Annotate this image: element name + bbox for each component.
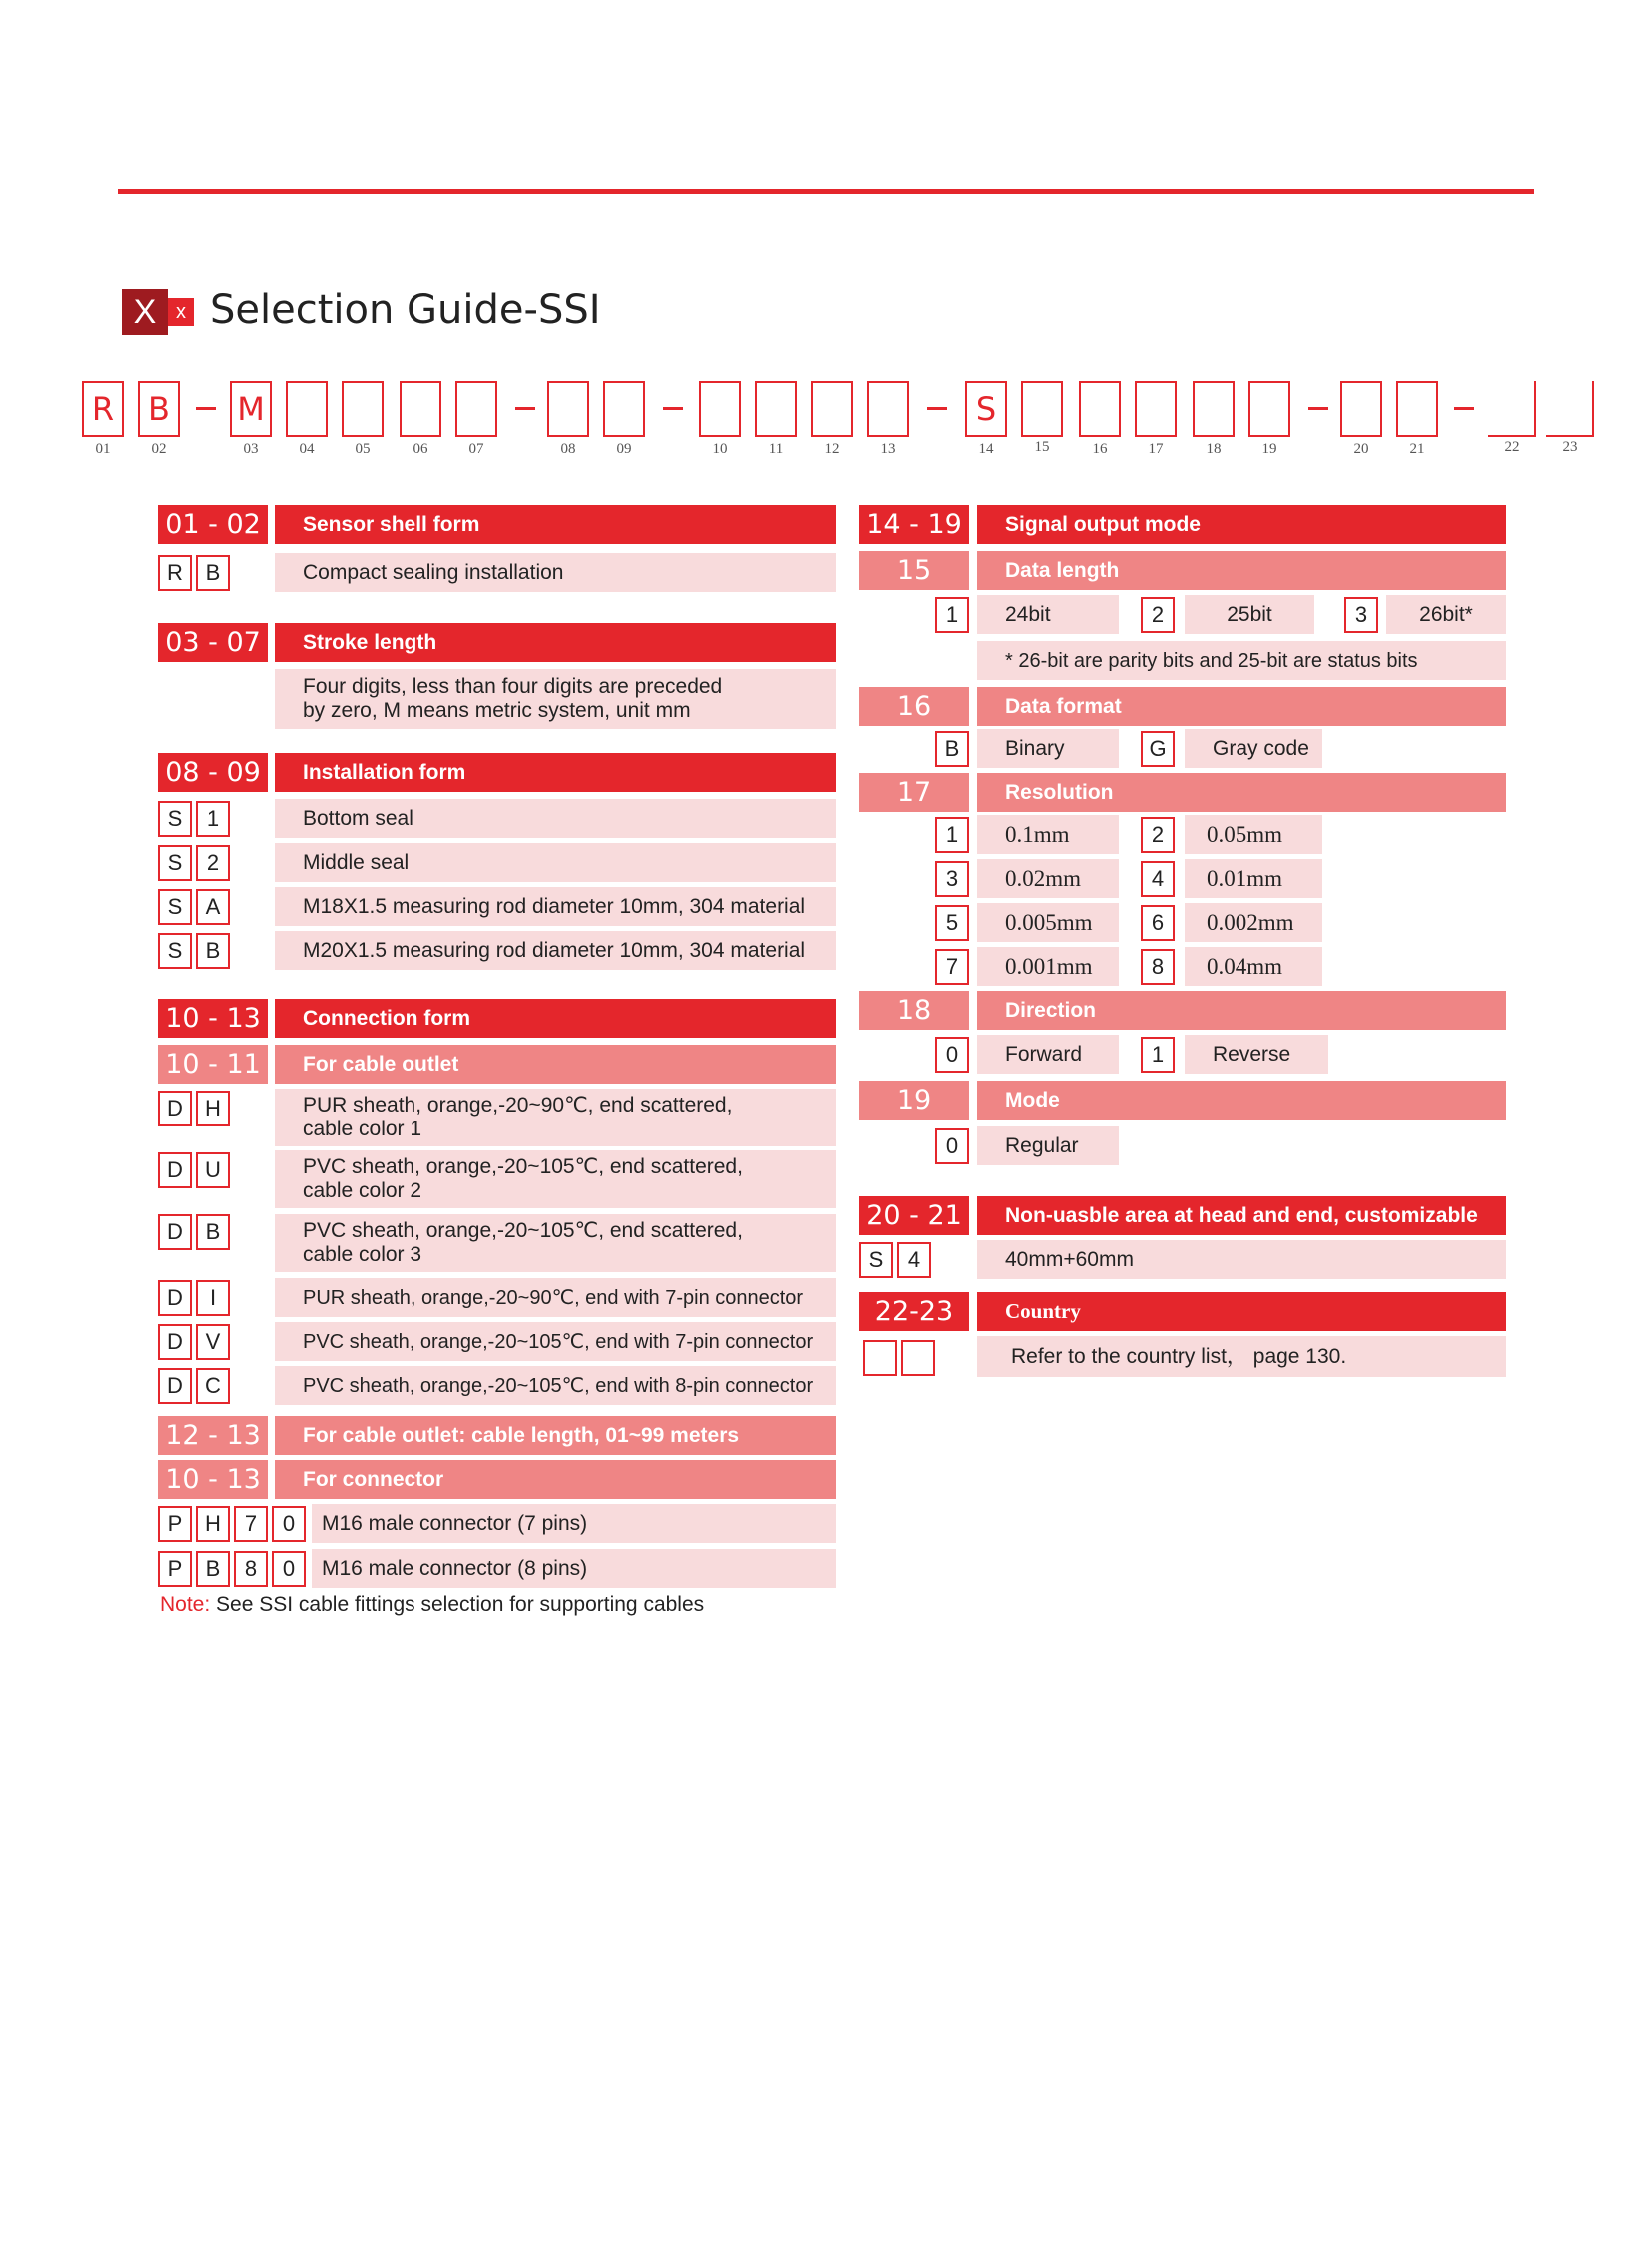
code-cell: 8 (234, 1551, 268, 1587)
code-box (1546, 381, 1594, 437)
code-dash (663, 407, 683, 410)
code-number: 09 (616, 441, 632, 457)
section-number: 20 - 21 (859, 1196, 969, 1235)
code-number: 18 (1206, 441, 1222, 457)
code-box: M (230, 381, 272, 437)
code-cell: H (196, 1091, 230, 1126)
option-desc (275, 1150, 836, 1208)
code-cell: 1 (935, 597, 969, 633)
section-number: 08 - 09 (158, 753, 268, 792)
footnote (160, 1593, 704, 1617)
code-box (1396, 381, 1438, 437)
code-cell: A (196, 889, 230, 925)
code-cell: D (158, 1091, 192, 1126)
option-desc: 0.005mm (977, 903, 1119, 942)
code-number: 01 (95, 441, 111, 457)
code-cell: S (158, 845, 192, 881)
code-cell: B (196, 1551, 230, 1587)
code-cell: 0 (272, 1551, 306, 1587)
section-number: 18 (859, 991, 969, 1030)
code-number: 14 (978, 441, 994, 457)
subsection-title-connector: For connector (275, 1460, 836, 1499)
code-number: 22 (1504, 439, 1520, 455)
code-cell: I (196, 1280, 230, 1316)
code-cell-empty (863, 1340, 897, 1376)
code-number: 06 (413, 441, 428, 457)
section-title-non-usable-area: Non-uasble area at head and end, customizable (977, 1196, 1506, 1235)
code-cell: 3 (1344, 597, 1378, 633)
code-box: S (965, 381, 1007, 437)
code-box (286, 381, 328, 437)
section-title-data-format: Data format (977, 687, 1506, 726)
code-number: 08 (560, 441, 576, 457)
code-cell: D (158, 1324, 192, 1360)
code-cell: P (158, 1506, 192, 1542)
code-box (1340, 381, 1382, 437)
section-number: 19 (859, 1081, 969, 1120)
code-box (342, 381, 384, 437)
note-text: See SSI cable fittings selection for supporting cables (210, 1593, 705, 1616)
section-number: 17 (859, 773, 969, 812)
option-desc: 25bit (1185, 595, 1314, 634)
option-desc: 40mm+60mm (977, 1240, 1506, 1279)
code-box: B (138, 381, 180, 437)
subsection-title-cable-length: For cable outlet: cable length, 01~99 meters (275, 1416, 836, 1455)
code-cell: S (859, 1242, 893, 1278)
top-divider (118, 189, 1534, 194)
code-cell: 1 (1141, 1037, 1175, 1073)
code-cell: 3 (935, 861, 969, 897)
code-box (1079, 381, 1121, 437)
code-cell: 8 (1141, 949, 1175, 985)
logo-mark-small: x (168, 298, 194, 326)
code-cell: H (196, 1506, 230, 1542)
code-cell: R (158, 555, 192, 591)
section-number: 01 - 02 (158, 505, 268, 544)
section-title-country: Country (977, 1292, 1506, 1331)
code-box (1488, 381, 1536, 437)
code-cell: B (196, 555, 230, 591)
code-box (811, 381, 853, 437)
option-desc: 0.002mm (1185, 903, 1322, 942)
subsection-number: 10 - 11 (158, 1045, 268, 1084)
code-cell: 4 (897, 1242, 931, 1278)
code-cell: 0 (935, 1128, 969, 1164)
option-desc: 0.04mm (1185, 947, 1322, 986)
code-number: 20 (1353, 441, 1369, 457)
code-cell: 2 (1141, 817, 1175, 853)
code-dash (927, 407, 947, 410)
option-desc: Regular (977, 1126, 1119, 1165)
code-number: 17 (1148, 441, 1164, 457)
option-desc: M16 male connector (8 pins) (312, 1549, 836, 1588)
section-title-resolution: Resolution (977, 773, 1506, 812)
code-cell: B (196, 1214, 230, 1250)
code-cell: 2 (196, 845, 230, 881)
option-desc: PVC sheath, orange,-20~105℃, end with 7-pin connector (275, 1322, 836, 1361)
code-box (867, 381, 909, 437)
code-box (1021, 381, 1063, 437)
code-cell: C (196, 1368, 230, 1404)
code-box (400, 381, 441, 437)
subsection-number: 10 - 13 (158, 1460, 268, 1499)
section-number: 14 - 19 (859, 505, 969, 544)
code-dash (515, 407, 535, 410)
option-desc: 0.001mm (977, 947, 1119, 986)
code-cell: 5 (935, 905, 969, 941)
code-cell: U (196, 1152, 230, 1188)
code-number: 23 (1562, 439, 1578, 455)
code-cell-empty (901, 1340, 935, 1376)
desc-line: PUR sheath, orange,-20~90℃, end scattered, (303, 1094, 733, 1117)
code-number: 11 (768, 441, 784, 457)
option-desc: Gray code (1185, 729, 1322, 768)
code-number: 16 (1092, 441, 1108, 457)
option-desc (275, 1214, 836, 1272)
option-desc (275, 1089, 836, 1146)
code-box (699, 381, 741, 437)
option-desc: M18X1.5 measuring rod diameter 10mm, 304 material (275, 887, 836, 926)
option-desc (275, 669, 836, 729)
code-cell: 4 (1141, 861, 1175, 897)
section-number: 22-23 (859, 1292, 969, 1331)
code-box (547, 381, 589, 437)
code-cell: D (158, 1280, 192, 1316)
code-cell: B (935, 731, 969, 767)
code-cell: D (158, 1368, 192, 1404)
code-dash (196, 407, 216, 410)
option-desc: Refer to the country list， page 130. (977, 1336, 1506, 1377)
code-cell: S (158, 933, 192, 969)
code-box (755, 381, 797, 437)
code-box (1135, 381, 1177, 437)
option-desc: Compact sealing installation (275, 553, 836, 592)
code-cell: D (158, 1214, 192, 1250)
code-number: 10 (712, 441, 728, 457)
code-box (455, 381, 497, 437)
option-desc: 0.05mm (1185, 815, 1322, 854)
code-cell: P (158, 1551, 192, 1587)
code-box (1193, 381, 1235, 437)
section-number: 16 (859, 687, 969, 726)
code-number: 02 (151, 441, 167, 457)
option-desc: PUR sheath, orange,-20~90℃, end with 7-pin connector (275, 1278, 836, 1317)
code-number: 05 (355, 441, 371, 457)
code-cell: 7 (234, 1506, 268, 1542)
code-cell: 7 (935, 949, 969, 985)
section-title-signal-output: Signal output mode (977, 505, 1506, 544)
section-title-shell-form: Sensor shell form (275, 505, 836, 544)
option-desc: Forward (977, 1035, 1119, 1074)
option-desc: 0.1mm (977, 815, 1119, 854)
option-desc: M16 male connector (7 pins) (312, 1504, 836, 1543)
option-desc: PVC sheath, orange,-20~105℃, end with 8-pin connector (275, 1366, 836, 1405)
section-title-installation-form: Installation form (275, 753, 836, 792)
section-title-mode: Mode (977, 1081, 1506, 1120)
code-cell: 1 (196, 801, 230, 837)
code-dash (1308, 407, 1328, 410)
code-number: 19 (1261, 441, 1277, 457)
option-desc: 0.02mm (977, 859, 1119, 898)
option-desc: Binary (977, 729, 1119, 768)
section-title-connection-form: Connection form (275, 999, 836, 1038)
option-desc: M20X1.5 measuring rod diameter 10mm, 304 material (275, 931, 836, 970)
option-desc: 26bit* (1386, 595, 1506, 634)
subsection-title-cable-outlet: For cable outlet (275, 1045, 836, 1084)
option-desc: 24bit (977, 595, 1119, 634)
desc-line: cable color 2 (303, 1179, 422, 1202)
code-cell: S (158, 801, 192, 837)
code-cell: 2 (1141, 597, 1175, 633)
option-desc: Reverse (1185, 1035, 1328, 1074)
desc-line: Four digits, less than four digits are preceded (303, 675, 723, 698)
code-cell: 0 (272, 1506, 306, 1542)
code-cell: D (158, 1152, 192, 1188)
code-dash (1454, 407, 1474, 410)
section-title-stroke-length: Stroke length (275, 623, 836, 662)
code-number: 04 (299, 441, 315, 457)
code-number: 12 (824, 441, 840, 457)
section-title-direction: Direction (977, 991, 1506, 1030)
code-box: R (82, 381, 124, 437)
section-title-data-length: Data length (977, 551, 1506, 590)
code-cell: 1 (935, 817, 969, 853)
page-title: Selection Guide-SSI (210, 287, 601, 333)
section-number: 15 (859, 551, 969, 590)
option-desc: 0.01mm (1185, 859, 1322, 898)
code-number: 21 (1409, 441, 1425, 457)
code-cell: S (158, 889, 192, 925)
desc-line: cable color 1 (303, 1118, 422, 1140)
code-cell: G (1141, 731, 1175, 767)
note-label: Note: (160, 1593, 211, 1616)
code-number: 03 (243, 441, 259, 457)
subsection-number: 12 - 13 (158, 1416, 268, 1455)
desc-line: PVC sheath, orange,-20~105℃, end scattered, (303, 1155, 743, 1178)
code-cell: V (196, 1324, 230, 1360)
option-note: * 26-bit are parity bits and 25-bit are status bits (977, 641, 1506, 680)
code-cell: 6 (1141, 905, 1175, 941)
code-box (1248, 381, 1290, 437)
desc-line: by zero, M means metric system, unit mm (303, 699, 691, 722)
code-number: 07 (468, 441, 484, 457)
section-number: 10 - 13 (158, 999, 268, 1038)
code-cell: 0 (935, 1037, 969, 1073)
option-desc: Bottom seal (275, 799, 836, 838)
code-cell: B (196, 933, 230, 969)
section-number: 03 - 07 (158, 623, 268, 662)
desc-line: cable color 3 (303, 1243, 422, 1266)
logo-mark: X (122, 289, 168, 335)
code-number: 13 (880, 441, 896, 457)
option-desc: Middle seal (275, 843, 836, 882)
desc-line: PVC sheath, orange,-20~105℃, end scattered, (303, 1219, 743, 1242)
code-number: 15 (1034, 439, 1050, 455)
code-box (603, 381, 645, 437)
